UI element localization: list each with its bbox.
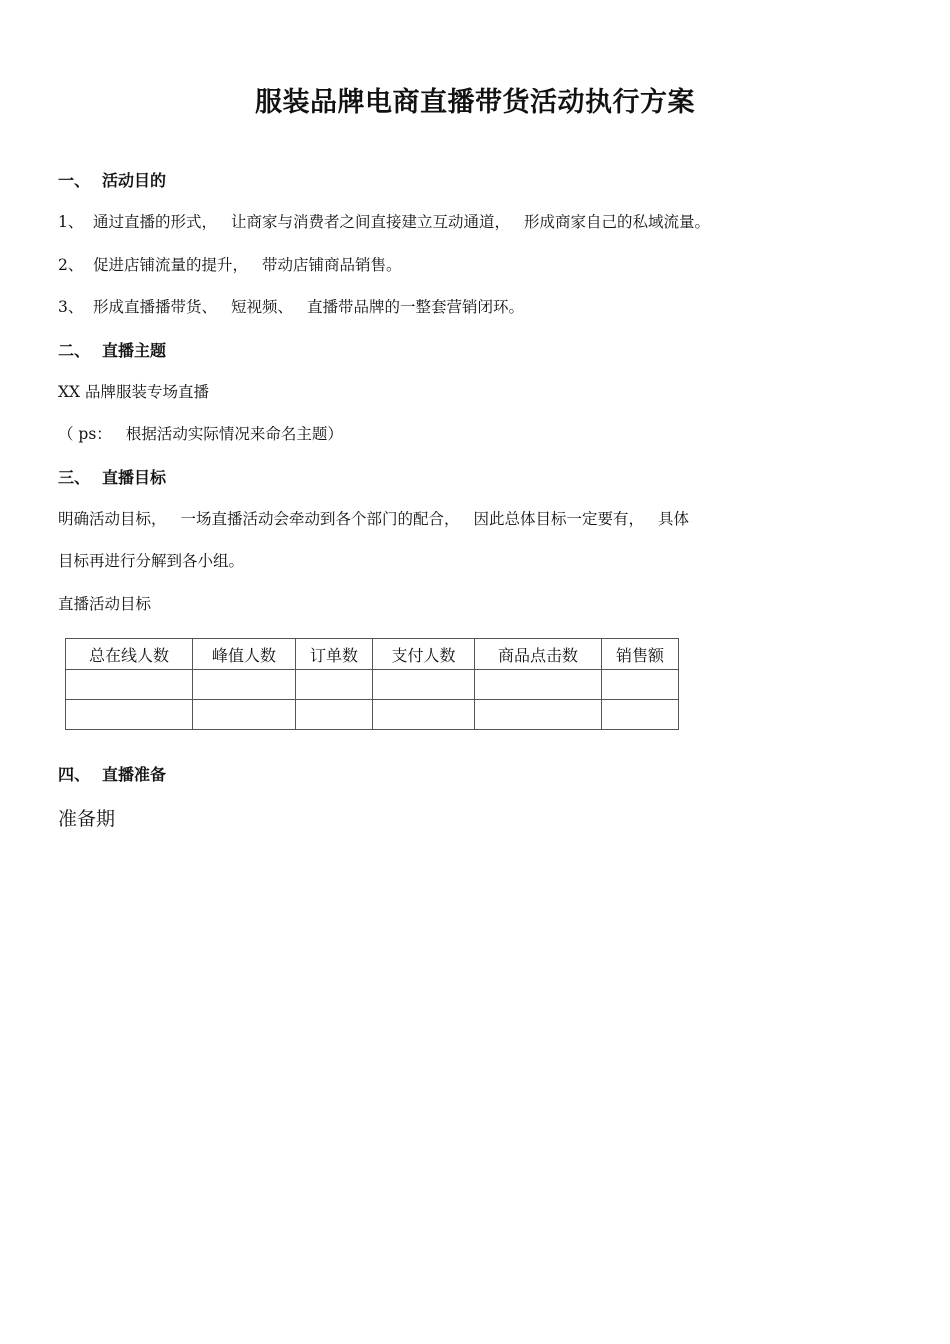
table-row: [66, 700, 679, 730]
table-header-cell: 商品点击数: [475, 639, 602, 670]
note-text: 根据活动实际情况来命名主题）: [125, 425, 343, 443]
table-header-cell: 订单数: [296, 639, 373, 670]
targets-paragraph: [58, 507, 689, 529]
list-item: [58, 295, 524, 317]
item-text: 直播带品牌的一整套营销闭环。: [307, 298, 525, 316]
section-heading-targets: [58, 465, 166, 488]
table-cell: [66, 700, 193, 730]
table-cell: [475, 700, 602, 730]
table-header-cell: 峰值人数: [193, 639, 296, 670]
item-text: 短视频、: [231, 298, 294, 316]
item-text: 形成直播播带货、: [93, 298, 218, 316]
table-cell: [373, 670, 475, 700]
table-row: [66, 670, 679, 700]
item-text: 形成商家自己的私域流量。: [524, 213, 711, 231]
item-text: 带动店铺商品销售。: [262, 256, 402, 274]
table-header-row: [66, 639, 679, 670]
section-heading-theme: [58, 338, 166, 361]
section-title: 直播准备: [102, 765, 167, 784]
table-caption: 直播活动目标: [58, 595, 152, 613]
table-cell: [475, 670, 602, 700]
targets-paragraph-cont: 目标再进行分解到各小组。: [58, 552, 245, 570]
theme-line: XX 品牌服装专场直播: [58, 383, 209, 401]
table-header-cell: 支付人数: [373, 639, 475, 670]
table-cell: [602, 670, 679, 700]
item-text: 让商家与消费者之间直接建立互动通道，: [231, 213, 511, 231]
list-item: [58, 210, 710, 232]
list-item: [58, 253, 402, 275]
note-prefix: （ ps：: [58, 425, 112, 443]
table-cell: [193, 670, 296, 700]
paragraph-text: 具体: [658, 510, 690, 528]
document-title: 服装品牌电商直播带货活动执行方案: [255, 87, 695, 118]
table-header-cell: 总在线人数: [66, 639, 193, 670]
item-number: 3、: [58, 298, 84, 316]
section-title: 活动目的: [102, 171, 167, 190]
table-cell: [193, 700, 296, 730]
item-number: 1、: [58, 213, 84, 231]
section-number: 二、: [58, 341, 91, 360]
table-cell: [66, 670, 193, 700]
table-cell: [296, 700, 373, 730]
paragraph-text: 一场直播活动会牵动到各个部门的配合，: [180, 510, 460, 528]
section-title: 直播目标: [102, 468, 167, 487]
table-cell: [373, 700, 475, 730]
section-number: 三、: [58, 468, 91, 487]
section-heading-preparation: [58, 762, 166, 785]
section-number: 一、: [58, 171, 91, 190]
paragraph-text: 明确活动目标，: [58, 510, 167, 528]
table-header-cell: 销售额: [602, 639, 679, 670]
section-heading-goals: [58, 168, 166, 191]
targets-table: [65, 638, 679, 730]
item-text: 促进店铺流量的提升，: [93, 256, 249, 274]
item-text: 通过直播的形式，: [93, 213, 218, 231]
subsection-title: 准备期: [58, 808, 116, 830]
item-number: 2、: [58, 256, 84, 274]
table-cell: [602, 700, 679, 730]
theme-note: [58, 422, 343, 444]
section-number: 四、: [58, 765, 91, 784]
table-cell: [296, 670, 373, 700]
section-title: 直播主题: [102, 341, 167, 360]
paragraph-text: 因此总体目标一定要有，: [473, 510, 645, 528]
